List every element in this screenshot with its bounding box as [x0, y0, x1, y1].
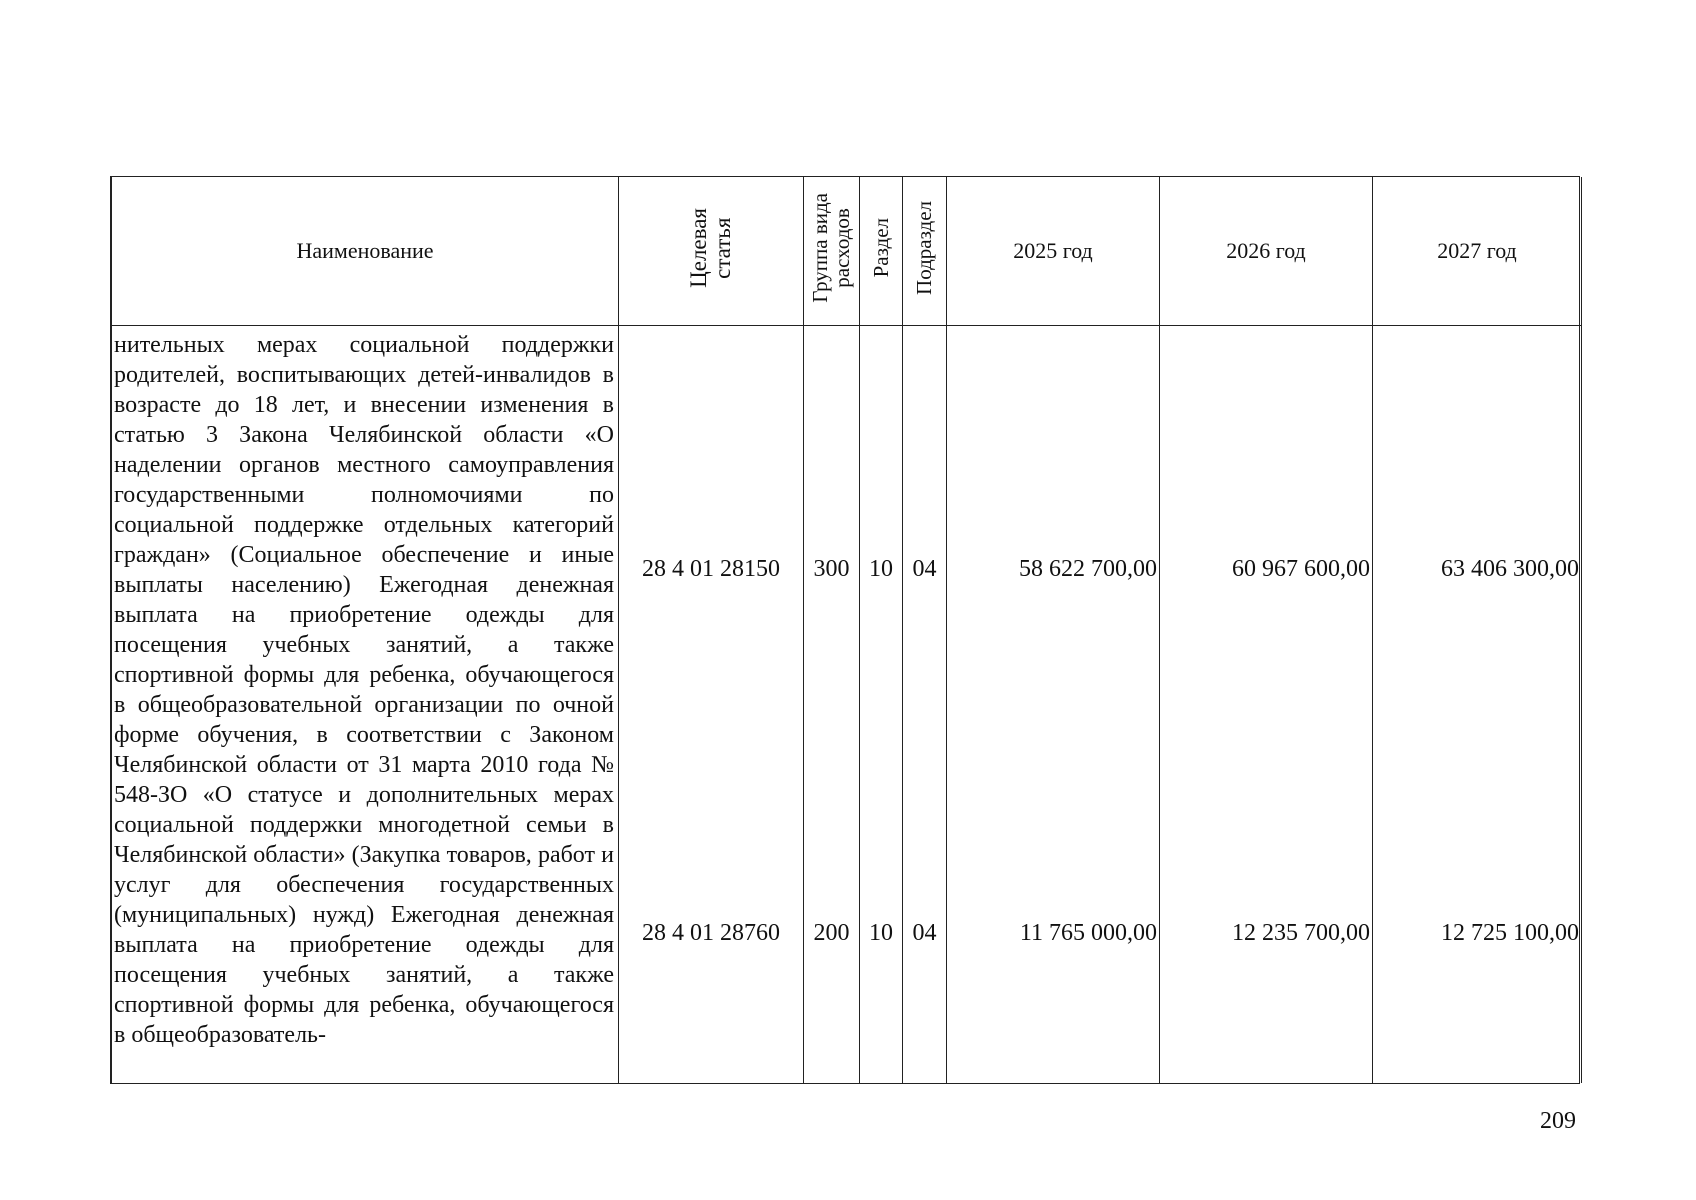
- expense-group-cell: [804, 326, 860, 1084]
- header-name: Наименование: [112, 177, 619, 326]
- table-header-row: [112, 177, 1582, 326]
- header-subsection: [903, 177, 947, 326]
- amount-2026-cell: [1160, 326, 1373, 1084]
- amount-2025-cell: [947, 326, 1160, 1084]
- section-cell: [860, 326, 903, 1084]
- header-2025: 2025 год: [947, 177, 1160, 326]
- row1-target-article: 28 4 01 28150: [642, 556, 780, 582]
- header-2026: 2026 год: [1160, 177, 1373, 326]
- page-number: 209: [1540, 1108, 1576, 1134]
- header-expense-group-text: Группа вида расходов: [808, 193, 855, 303]
- header-target-article: [619, 177, 804, 326]
- row2-expense-group: 200: [813, 920, 850, 946]
- row1-amount-2026: 60 967 600,00: [1232, 556, 1370, 582]
- header-section-text: Раздел: [868, 218, 893, 278]
- row2-amount-2027: 12 725 100,00: [1441, 920, 1579, 946]
- table-body-row: [112, 326, 1582, 1084]
- amount-2027-cell: [1373, 326, 1582, 1084]
- budget-table-container: [110, 176, 1580, 1084]
- row2-subsection: 04: [912, 920, 937, 946]
- subsection-cell: [903, 326, 947, 1084]
- budget-table: [111, 177, 1582, 1083]
- row2-section: 10: [869, 920, 893, 946]
- target-article-cell: [619, 326, 804, 1084]
- row1-subsection: 04: [912, 556, 937, 582]
- row2-target-article: 28 4 01 28760: [642, 920, 780, 946]
- header-subsection-text: Подраздел: [912, 201, 937, 295]
- header-2027: 2027 год: [1373, 177, 1582, 326]
- row1-section: 10: [869, 556, 893, 582]
- header-target-article-text: Целевая статья: [685, 208, 735, 288]
- row2-amount-2025: 11 765 000,00: [1019, 920, 1157, 946]
- row2-amount-2026: 12 235 700,00: [1232, 920, 1370, 946]
- header-section: [860, 177, 903, 326]
- row1-amount-2025: 58 622 700,00: [1019, 556, 1157, 582]
- row1-expense-group: 300: [813, 556, 850, 582]
- name-text: нительных мерах социальной поддержки родителей, воспитывающих детей-инвалидов в возрасте до 18 лет, и внесении изменения в статью 3 Закона Челябинской области «О наделении органов местного самоуправления государственными полномочиями по социальной поддержке отдельных категорий граждан» (Социальное обеспечение и иные выплаты населению) Ежегодная денежная выплата на приобретение одежды для посещения учебных занятий, а также спортивной формы для ребенка, обучающегося в общеобразовательной организации по очной форме обучения, в соответствии с Законом Челябинской области от 31 марта 2010 года № 548-ЗО «О статусе и дополнительных мерах социальной поддержки многодетной семьи в Челябинской области» (Закупка товаров, работ и услуг для обеспечения государственных (муниципальных) нужд) Ежегодная денежная выплата на приобретение одежды для посещения учебных занятий, а также спортивной формы для ребенка, обучающегося в общеобразователь-: [114, 332, 614, 1048]
- row1-amount-2027: 63 406 300,00: [1441, 556, 1579, 582]
- header-expense-group: [804, 177, 860, 326]
- name-cell: [112, 326, 619, 1084]
